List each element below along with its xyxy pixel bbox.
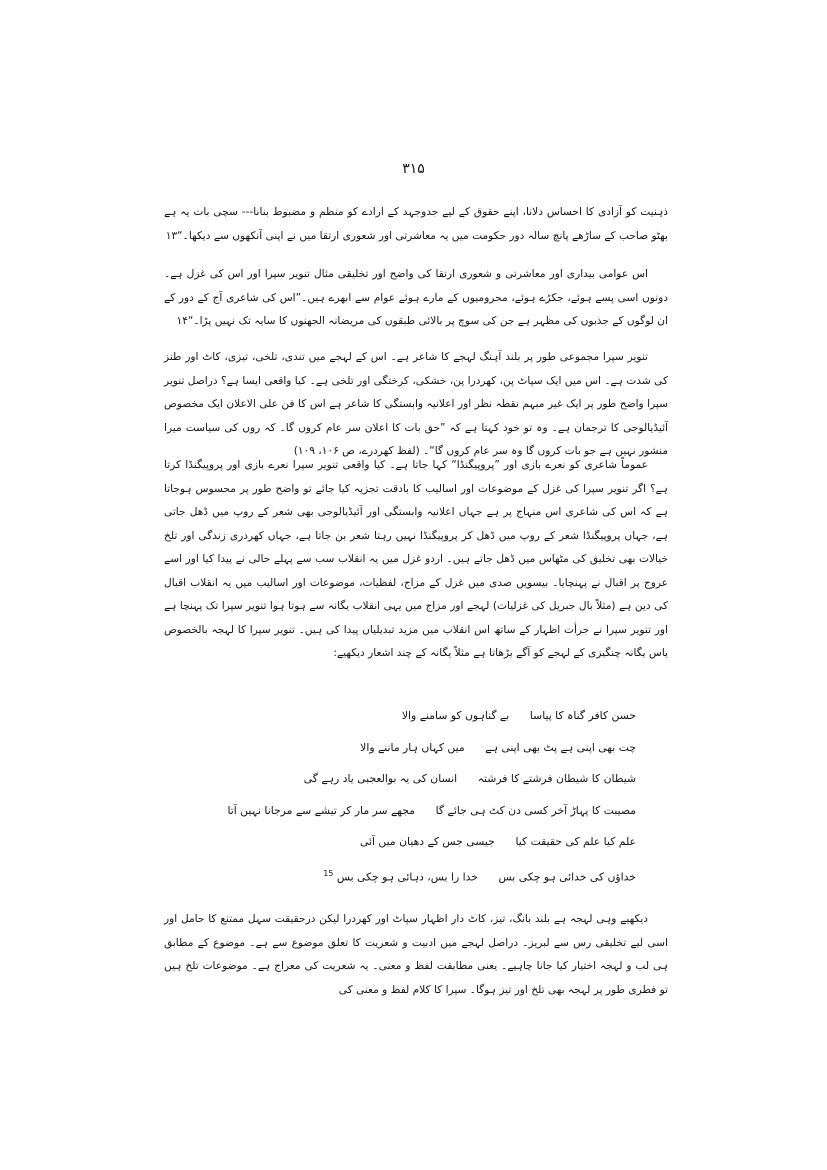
paragraph-text: اس عوامی بیداری اور معاشرتی و شعوری ارتقا کی واضح اور تخلیقی مثال تنویر سپرا اور اس کی غزل ہے۔ دونوں اسی پسے ہوئے، جکڑے ہوئے، محرومیوں کے مارے ہوئے عوام سے ابھرے ہیں۔”اس کی شاعری آج کے دور کے ان لوگوں کے جذبوں کی مظہر ہے جن کی سوچ پر بالائی طبقوں کی مریضانہ الجھنوں کا سایہ تک نہیں پڑا۔“۱۴	[164, 268, 668, 327]
paragraph-text: ذہنیت کو آزادی کا احساس دلانا، اپنے حقوق کے لیے جدوجہد کے ارادے کو منظم و مضبوط بنانا--- سچی بات یہ ہے بھٹو صاحب کے ساڑھے پانچ سالہ دور حکومت میں یہ معاشرتی اور شعوری ارتقا میں نے اپنی آنکھوں سے دیکھا۔“۱۳	[164, 206, 668, 242]
verse-line	[196, 795, 636, 827]
paragraph-3	[164, 346, 668, 464]
verse-line	[196, 732, 636, 764]
verse-line	[196, 763, 636, 795]
paragraph-text: عموماً شاعری کو نعرے بازی اور ”پروپیگنڈا“ کہا جاتا ہے۔ کیا واقعی تنویر سپرا نعرے بازی اور پروپیگنڈا کرتا ہے؟ اگر تنویر سپرا کی غزل کے موضوعات اور اسالیب کا بادقت تجزیہ کیا جائے تو واضح طور پر محسوس ہوجاتا ہے کہ اس کی شاعری اس منہاج پر ہے جہاں اعلانیہ وابستگی اور آئیڈیالوجی بھی شعر کے روپ میں ڈھل جاتی ہے، جہاں پروپیگنڈا شعر کے روپ میں ڈھل کر پروپیگنڈا نہیں رہتا شعر بن جاتا ہے، جہاں کھردری زندگی اور تلخ خیالات بھی تخلیق کی مٹھاس میں ڈھل جاتے ہیں۔ اردو غزل میں یہ انقلاب سب سے پہلے حالی نے پیدا کیا اور اسے عروج پر اقبال نے پہنچایا۔ بیسویں صدی میں غزل کے مزاج، لفظیات، موضوعات اور اسالیب میں یہ انقلاب اقبال کی دین ہے (مثلاً بال جبریل کی غزلیات) لہجے اور مزاج میں یہی انقلاب یگانہ سے ہوتا ہوا تنویر سپرا تک پہنچا ہے اور تنویر سپرا نے جرأت اظہار کے ساتھ اس انقلاب میں مزید تبدیلیاں پیدا کی ہیں۔ تنویر سپرا کا لہجہ بالخصوص یاس یگانہ چنگیزی کے لہجے کو آگے بڑھاتا ہے مثلاً یگانہ کے چند اشعار دیکھیے:	[164, 459, 668, 659]
verse-second-hemistich: خدا را بس، دہائی ہو چکی بس	[336, 870, 478, 884]
verse-first-hemistich: شیطان کا شیطان فرشتے کا فرشتہ	[477, 772, 636, 785]
verse-first-hemistich: حسن کافر گناہ کا پیاسا	[529, 709, 636, 722]
verse-line	[196, 700, 636, 732]
verse-line	[196, 858, 636, 890]
verse-block	[196, 700, 636, 889]
paragraph-2	[164, 263, 668, 334]
verse-first-hemistich: چت بھی اپنی ہے پٹ بھی اپنی ہے	[485, 740, 636, 754]
paragraph-text: تنویر سپرا مجموعی طور پر بلند آہنگ لہجے کا شاعر ہے۔ اس کے لہجے میں تندی، تلخی، تیزی، کاٹ اور طنز کی شدت ہے۔ اس میں ایک سپاٹ پن، کھردرا پن، خشکی، کرختگی اور تلخی ہے۔ کیا واقعی ایسا ہے؟ دراصل تنویر سپرا واضح طور پر ایک غیر مبہم نقطہ نظر اور اعلانیہ وابستگی کا شاعر ہے اس کا فن علی الاعلان ایک مخصوص آئیڈیالوجی کا ترجمان ہے۔ وہ تو خود کہتا ہے کہ ”حق بات کا اعلان سر عام کروں گا۔ کہ روں کی سیاست میرا منشور نہیں ہے جو بات کروں گا وہ سر عام کروں گا“۔ (لفظ کھردرے، ص ۱۰۶، ۱۰۹)	[164, 351, 668, 457]
verse-second-hemistich: میں کہاں ہار ماننے والا	[360, 740, 465, 754]
verse-second-hemistich: بے گناہوں کو سامنے والا	[401, 709, 510, 722]
paragraph-4	[164, 454, 668, 666]
paragraph-1	[164, 201, 668, 248]
verse-first-hemistich: علم کیا علم کی حقیقت کیا	[515, 835, 636, 848]
verse-second-hemistich: جیسی جس کے دھیان میں آئی	[359, 835, 495, 848]
verse-second-hemistich: مجھے سر مار کر تیشے سے مرجانا نہیں آتا	[227, 803, 416, 817]
paragraph-5	[164, 908, 668, 1002]
verse-line	[196, 826, 636, 858]
paragraph-text: دیکھیے وہی لہجہ ہے بلند بانگ، تیز، کاٹ دار اظہار سپاٹ اور کھردرا لیکن درحقیقت سہل ممتنع کا حامل اور اسی لیے تخلیقی رس سے لبریز۔ دراصل لہجے میں ادبیت و شعریت کا تعلق موضوع سے ہے۔ موضوع کے مطابق ہی لب و لہجہ اختیار کیا جانا چاہیے۔ یعنی مطابقت لفظ و معنی۔ یہ شعریت کی معراج ہے۔ موضوعات تلخ ہیں تو فطری طور پر لہجہ بھی تلخ اور تیز ہوگا۔ سپرا کا کلام لفظ و معنی کی	[164, 913, 668, 996]
verse-first-hemistich: خداؤں کی خدائی ہو چکی بس	[498, 870, 636, 884]
verse-second-hemistich: انسان کی یہ بوالعجبی یاد رہے گی	[303, 772, 458, 785]
verse-first-hemistich: مصیبت کا پہاڑ آخر کسی دن کٹ ہی جائے گا	[435, 803, 636, 817]
page-number: ۳۱۵	[402, 161, 425, 177]
footnote-marker: 15	[323, 868, 334, 878]
